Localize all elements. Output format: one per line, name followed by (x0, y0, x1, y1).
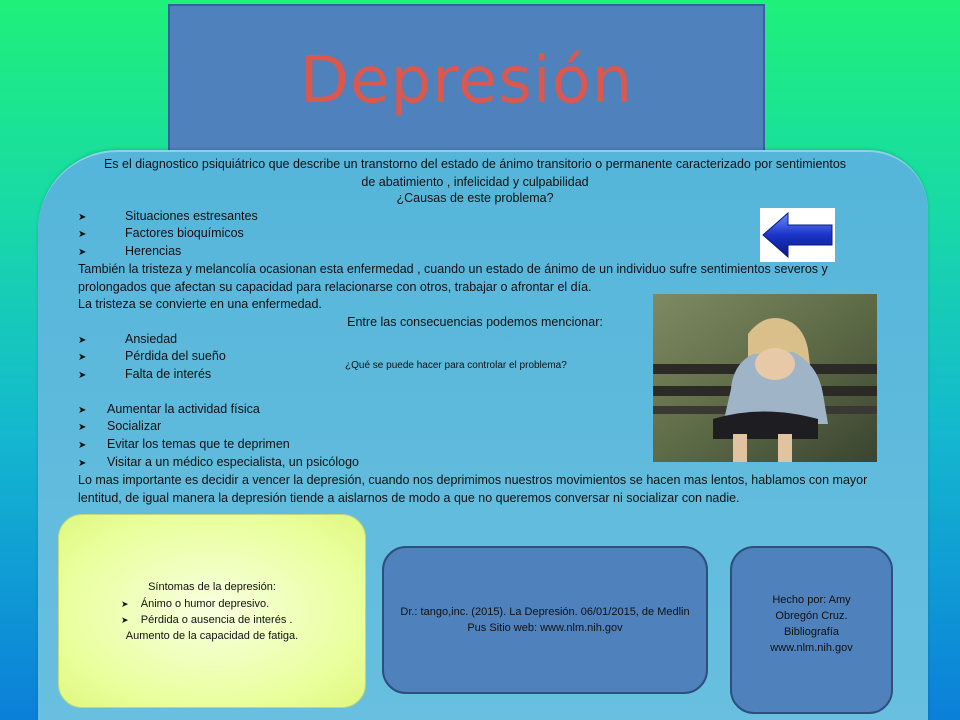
bullet-icon: ➤ (78, 229, 87, 240)
bullet-icon: ➤ (78, 405, 87, 416)
page-title: Depresión (299, 44, 634, 118)
sad-woman-photo (653, 294, 877, 462)
bullet-icon: ➤ (78, 422, 87, 433)
bibliography-link[interactable]: www.nlm.nih.gov (770, 642, 853, 654)
list-item: ➤ Socializar (78, 418, 161, 437)
back-arrow-button[interactable] (760, 208, 835, 262)
list-item: ➤ Herencias (78, 243, 181, 262)
reference-text: Dr.: tango,inc. (2015). La Depresión. 06/01/2015, de Medlin Pus Sitio web: www.nlm.nih.gov (400, 606, 690, 634)
left-arrow-icon (760, 208, 835, 262)
list-item: ➤ Ánimo o humor depresivo. (121, 598, 270, 610)
author-card (730, 546, 893, 714)
list-item: ➤ Aumentar la actividad física (78, 401, 260, 420)
bullet-icon: ➤ (78, 440, 87, 451)
list-item: ➤ Falta de interés (78, 366, 211, 385)
bullet-icon: ➤ (78, 247, 87, 258)
bullet-icon: ➤ (78, 458, 87, 469)
symptoms-extra: Aumento de la capacidad de fatiga. (125, 630, 299, 642)
list-item: ➤ Pérdida o ausencia de interés . (121, 614, 293, 626)
list-item: ➤ Pérdida del sueño (78, 348, 226, 367)
author-line: Hecho por: Amy (772, 594, 851, 606)
symptoms-heading: Síntomas de la depresión: (148, 581, 276, 593)
reference-card (382, 546, 708, 694)
list-item: ➤ Situaciones estresantes (78, 208, 258, 227)
bullet-icon: ➤ (78, 352, 87, 363)
consequences-intro: Entre las consecuencias podemos mencionar: (347, 315, 603, 329)
list-item: ➤ Ansiedad (78, 331, 177, 350)
causes-question: ¿Causas de este problema? (396, 191, 554, 205)
list-item: ➤ Evitar los temas que te deprimen (78, 436, 290, 455)
control-question: ¿Qué se puede hacer para controlar el problema? (345, 360, 567, 371)
bullet-icon: ➤ (78, 212, 87, 223)
bullet-icon: ➤ (121, 616, 129, 626)
sadness-paragraph: También la tristeza y melancolía ocasionan esta enfermedad , cuando un estado de ánimo de un individuo sufre sentimientos severos y prolongados que afectan su capacidad para relacionarse con otros, trabajar o afrontar el día. (78, 262, 828, 294)
symptoms-card (58, 514, 366, 708)
bullet-icon: ➤ (78, 335, 87, 346)
conclusion-text: Lo mas importante es decidir a vencer la depresión, cuando nos deprimimos nuestros movimientos se hacen mas lentos, hablamos con mayor lentitud, de igual manera la depresión tiende a aislarnos de modo a que no queremos conversar ni socializar con nadie. (78, 473, 868, 505)
author-line: Obregón Cruz. (775, 610, 848, 622)
list-item: ➤ Visitar a un médico especialista, un psicólogo (78, 454, 359, 473)
sadness-disease: La tristeza se convierte en una enfermedad. (78, 297, 322, 311)
bibliography-label: Bibliografía (783, 626, 840, 638)
bullet-icon: ➤ (78, 370, 87, 381)
list-item: ➤ Factores bioquímicos (78, 225, 244, 244)
bullet-icon: ➤ (121, 600, 129, 610)
title-box (168, 4, 765, 154)
intro-text: Es el diagnostico psiquiátrico que describe un transtorno del estado de ánimo transitorio o permanente caracterizado por sentimientos de abatimiento , infelicidad y culpabilidad (103, 157, 847, 189)
